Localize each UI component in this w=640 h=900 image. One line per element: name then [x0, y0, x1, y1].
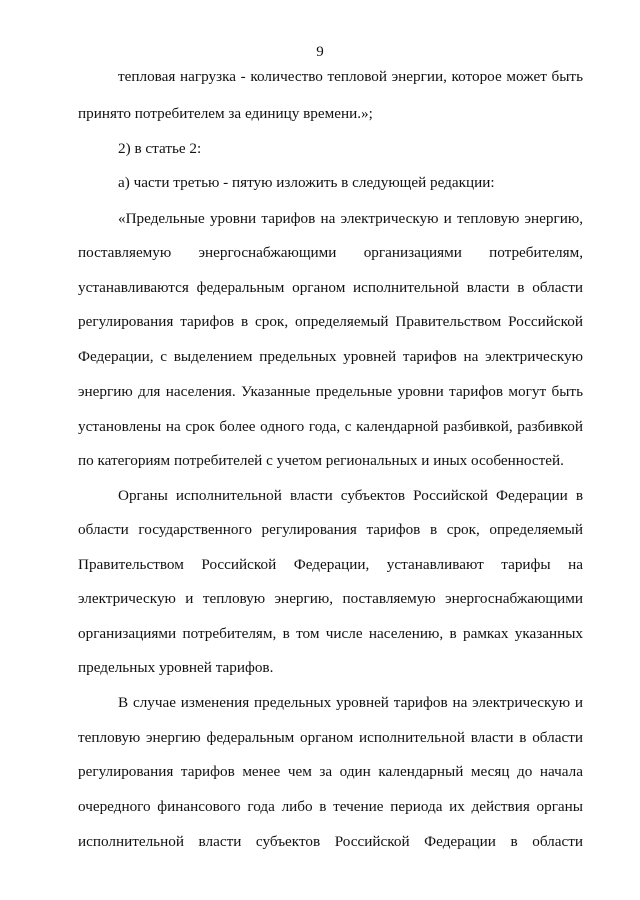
text-line: Правительством Российской Федерации, устанавливают тарифы на	[78, 556, 583, 573]
text-line: регулирования тарифов в срок, определяемый Правительством Российской	[78, 313, 583, 330]
text-line: по категориям потребителей с учетом региональных и иных особенностей.	[78, 452, 564, 469]
text-line: а) части третью - пятую изложить в следующей редакции:	[118, 174, 495, 191]
text-line: Федерации, с выделением предельных уровней тарифов на электрическую	[78, 348, 583, 365]
text-line: В случае изменения предельных уровней тарифов на электрическую и	[118, 694, 583, 711]
text-line: Органы исполнительной власти субъектов Российской Федерации в	[118, 487, 583, 504]
text-line: энергию для населения. Указанные предельные уровни тарифов могут быть	[78, 383, 583, 400]
page-number: 9	[316, 44, 324, 60]
text-line: установлены на срок более одного года, с календарной разбивкой, разбивкой	[78, 418, 583, 435]
text-line: тепловую энергию федеральным органом исполнительной власти в области	[78, 729, 583, 746]
text-line: регулирования тарифов менее чем за один календарный месяц до начала	[78, 763, 583, 780]
text-line: поставляемую энергоснабжающими организациями потребителям,	[78, 244, 583, 261]
text-line: организациями потребителям, в том числе населению, в рамках указанных	[78, 625, 583, 642]
text-line: устанавливаются федеральным органом исполнительной власти в области	[78, 279, 583, 296]
text-line: 2) в статье 2:	[118, 140, 202, 157]
text-line: тепловая нагрузка - количество тепловой энергии, которое может быть	[118, 68, 583, 85]
text-line: очередного финансового года либо в течение периода их действия органы	[78, 798, 583, 815]
text-line: электрическую и тепловую энергию, поставляемую энергоснабжающими	[78, 590, 583, 607]
text-line: принято потребителем за единицу времени.»;	[78, 105, 373, 122]
text-line: «Предельные уровни тарифов на электрическую и тепловую энергию,	[118, 210, 583, 227]
text-line: исполнительной власти субъектов Российской Федерации в области	[78, 833, 583, 850]
text-line: области государственного регулирования тарифов в срок, определяемый	[78, 521, 583, 538]
text-line: предельных уровней тарифов.	[78, 659, 274, 676]
